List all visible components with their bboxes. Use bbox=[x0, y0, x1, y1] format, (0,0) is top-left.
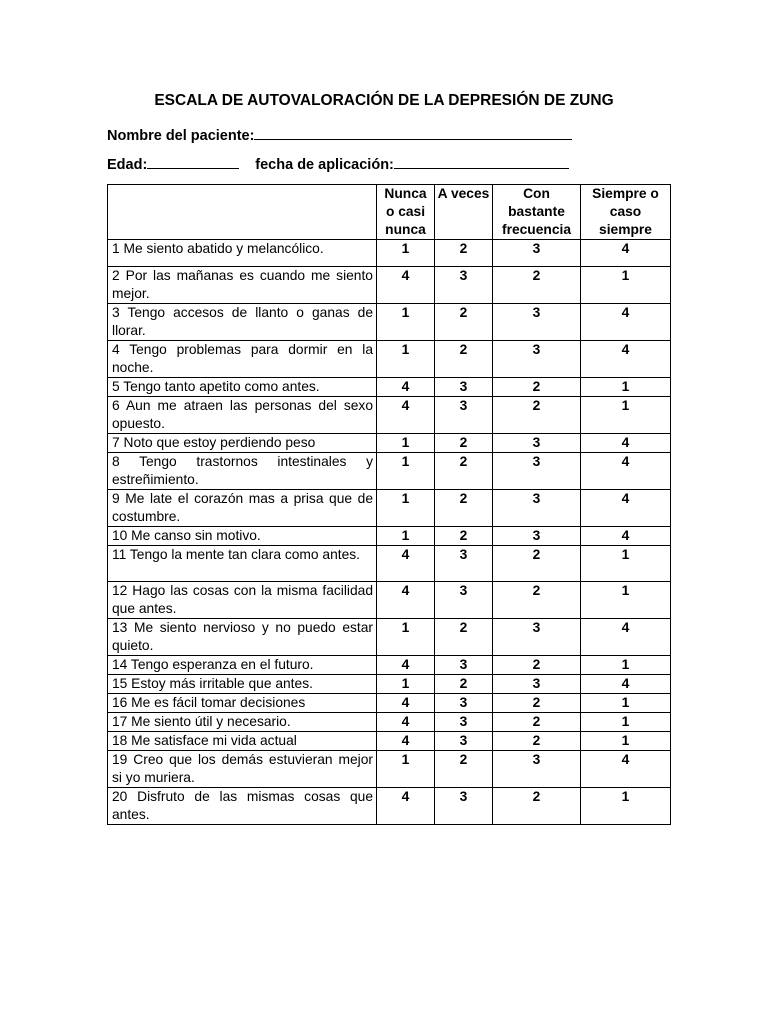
score-cell[interactable]: 2 bbox=[493, 378, 581, 397]
item-text: 16 Me es fácil tomar decisiones bbox=[108, 694, 377, 713]
item-text: 18 Me satisface mi vida actual bbox=[108, 732, 377, 751]
document-title: ESCALA DE AUTOVALORACIÓN DE LA DEPRESIÓN DE ZUNG bbox=[154, 92, 614, 109]
score-cell[interactable]: 1 bbox=[377, 304, 435, 341]
score-cell[interactable]: 2 bbox=[493, 694, 581, 713]
score-cell[interactable]: 1 bbox=[581, 378, 671, 397]
score-cell[interactable]: 3 bbox=[435, 656, 493, 675]
item-text: 15 Estoy más irritable que antes. bbox=[108, 675, 377, 694]
score-cell[interactable]: 4 bbox=[377, 582, 435, 619]
table-row bbox=[108, 527, 671, 546]
score-cell[interactable]: 2 bbox=[435, 453, 493, 490]
score-cell[interactable]: 4 bbox=[377, 397, 435, 434]
score-cell[interactable]: 2 bbox=[435, 675, 493, 694]
item-text: 10 Me canso sin motivo. bbox=[108, 527, 377, 546]
score-cell[interactable]: 1 bbox=[581, 713, 671, 732]
score-cell[interactable]: 3 bbox=[435, 732, 493, 751]
age-blank[interactable] bbox=[147, 154, 239, 169]
score-cell[interactable]: 4 bbox=[581, 304, 671, 341]
score-cell[interactable]: 1 bbox=[581, 656, 671, 675]
score-cell[interactable]: 3 bbox=[435, 694, 493, 713]
score-cell[interactable]: 2 bbox=[493, 582, 581, 619]
score-cell[interactable]: 2 bbox=[435, 304, 493, 341]
score-cell[interactable]: 1 bbox=[581, 732, 671, 751]
score-cell[interactable]: 1 bbox=[581, 788, 671, 825]
score-cell[interactable]: 1 bbox=[581, 694, 671, 713]
table-row bbox=[108, 434, 671, 453]
score-cell[interactable]: 3 bbox=[493, 304, 581, 341]
header-item bbox=[108, 185, 377, 240]
score-cell[interactable]: 2 bbox=[493, 546, 581, 582]
score-cell[interactable]: 3 bbox=[493, 490, 581, 527]
score-cell[interactable]: 2 bbox=[493, 732, 581, 751]
table-row bbox=[108, 713, 671, 732]
score-cell[interactable]: 2 bbox=[493, 397, 581, 434]
table-row bbox=[108, 240, 671, 267]
table-row bbox=[108, 751, 671, 788]
score-cell[interactable]: 4 bbox=[581, 341, 671, 378]
score-cell[interactable]: 4 bbox=[377, 713, 435, 732]
score-cell[interactable]: 2 bbox=[493, 788, 581, 825]
score-cell[interactable]: 4 bbox=[377, 378, 435, 397]
score-cell[interactable]: 1 bbox=[581, 546, 671, 582]
table-row bbox=[108, 675, 671, 694]
score-cell[interactable]: 1 bbox=[581, 397, 671, 434]
date-label: fecha de aplicación: bbox=[255, 157, 394, 173]
score-cell[interactable]: 4 bbox=[581, 751, 671, 788]
score-cell[interactable]: 1 bbox=[377, 434, 435, 453]
header-nunca: Nunca o casi nunca bbox=[377, 185, 435, 240]
score-cell[interactable]: 3 bbox=[435, 378, 493, 397]
item-text: 20 Disfruto de las mismas cosas que antes. bbox=[108, 788, 377, 825]
item-text: 14 Tengo esperanza en el futuro. bbox=[108, 656, 377, 675]
item-text: 13 Me siento nervioso y no puedo estar quieto. bbox=[108, 619, 377, 656]
table-row bbox=[108, 656, 671, 675]
score-cell[interactable]: 4 bbox=[377, 732, 435, 751]
score-cell[interactable]: 2 bbox=[435, 240, 493, 267]
score-cell[interactable]: 3 bbox=[493, 751, 581, 788]
item-text: 9 Me late el corazón mas a prisa que de costumbre. bbox=[108, 490, 377, 527]
table-header-row bbox=[108, 185, 671, 240]
score-cell[interactable]: 3 bbox=[435, 546, 493, 582]
score-cell[interactable]: 2 bbox=[493, 713, 581, 732]
score-cell[interactable]: 4 bbox=[377, 694, 435, 713]
score-cell[interactable]: 2 bbox=[493, 267, 581, 304]
table-row bbox=[108, 304, 671, 341]
score-cell[interactable]: 1 bbox=[581, 582, 671, 619]
score-cell[interactable]: 2 bbox=[435, 527, 493, 546]
table-row bbox=[108, 453, 671, 490]
date-blank[interactable] bbox=[394, 154, 569, 169]
score-cell[interactable]: 1 bbox=[377, 453, 435, 490]
score-cell[interactable]: 2 bbox=[493, 656, 581, 675]
item-text: 2 Por las mañanas es cuando me siento mejor. bbox=[108, 267, 377, 304]
zung-scale-table bbox=[107, 184, 671, 825]
score-cell[interactable]: 1 bbox=[377, 341, 435, 378]
score-cell[interactable]: 3 bbox=[493, 675, 581, 694]
score-cell[interactable]: 1 bbox=[377, 527, 435, 546]
score-cell[interactable]: 4 bbox=[581, 490, 671, 527]
score-cell[interactable]: 3 bbox=[435, 397, 493, 434]
score-cell[interactable]: 3 bbox=[493, 341, 581, 378]
score-cell[interactable]: 1 bbox=[377, 619, 435, 656]
score-cell[interactable]: 2 bbox=[435, 751, 493, 788]
table-row bbox=[108, 694, 671, 713]
score-cell[interactable]: 4 bbox=[377, 546, 435, 582]
item-text: 19 Creo que los demás estuvieran mejor si yo muriera. bbox=[108, 751, 377, 788]
score-cell[interactable]: 3 bbox=[493, 434, 581, 453]
table-row bbox=[108, 619, 671, 656]
score-cell[interactable]: 3 bbox=[435, 713, 493, 732]
score-cell[interactable]: 1 bbox=[581, 267, 671, 304]
item-text: 12 Hago las cosas con la misma facilidad que antes. bbox=[108, 582, 377, 619]
score-cell[interactable]: 1 bbox=[377, 751, 435, 788]
item-text: 8 Tengo trastornos intestinales y estreñimiento. bbox=[108, 453, 377, 490]
table-row bbox=[108, 378, 671, 397]
score-cell[interactable]: 4 bbox=[377, 267, 435, 304]
item-text: 6 Aun me atraen las personas del sexo opuesto. bbox=[108, 397, 377, 434]
score-cell[interactable]: 4 bbox=[581, 675, 671, 694]
item-text: 1 Me siento abatido y melancólico. bbox=[108, 240, 377, 267]
score-cell[interactable]: 2 bbox=[435, 490, 493, 527]
table-row bbox=[108, 267, 671, 304]
score-cell[interactable]: 2 bbox=[435, 341, 493, 378]
score-cell[interactable]: 4 bbox=[377, 656, 435, 675]
table-row bbox=[108, 582, 671, 619]
table-row bbox=[108, 397, 671, 434]
item-text: 3 Tengo accesos de llanto o ganas de llorar. bbox=[108, 304, 377, 341]
table-row bbox=[108, 490, 671, 527]
score-cell[interactable]: 4 bbox=[581, 619, 671, 656]
score-cell[interactable]: 1 bbox=[377, 240, 435, 267]
score-cell[interactable]: 3 bbox=[493, 453, 581, 490]
patient-name-blank[interactable] bbox=[254, 125, 572, 140]
score-cell[interactable]: 1 bbox=[377, 675, 435, 694]
table-row bbox=[108, 788, 671, 825]
score-cell[interactable]: 3 bbox=[493, 527, 581, 546]
item-text: 11 Tengo la mente tan clara como antes. bbox=[108, 546, 377, 582]
score-cell[interactable]: 2 bbox=[435, 434, 493, 453]
score-cell[interactable]: 2 bbox=[435, 619, 493, 656]
header-con-bastante-frecuencia: Con bastante frecuencia bbox=[493, 185, 581, 240]
item-text: 5 Tengo tanto apetito como antes. bbox=[108, 378, 377, 397]
score-cell[interactable]: 3 bbox=[435, 582, 493, 619]
score-cell[interactable]: 4 bbox=[581, 527, 671, 546]
item-text: 4 Tengo problemas para dormir en la noche. bbox=[108, 341, 377, 378]
patient-name-line bbox=[107, 125, 572, 144]
score-cell[interactable]: 4 bbox=[581, 453, 671, 490]
header-siempre: Siempre o caso siempre bbox=[581, 185, 671, 240]
age-label: Edad: bbox=[107, 157, 148, 173]
score-cell[interactable]: 3 bbox=[435, 788, 493, 825]
score-cell[interactable]: 4 bbox=[377, 788, 435, 825]
table-body bbox=[108, 240, 671, 825]
table-row bbox=[108, 546, 671, 582]
table-row bbox=[108, 732, 671, 751]
score-cell[interactable]: 1 bbox=[377, 490, 435, 527]
score-cell[interactable]: 4 bbox=[581, 434, 671, 453]
patient-name-label: Nombre del paciente: bbox=[107, 128, 255, 144]
header-a-veces: A veces bbox=[435, 185, 493, 240]
score-cell[interactable]: 3 bbox=[493, 619, 581, 656]
score-cell[interactable]: 3 bbox=[435, 267, 493, 304]
age-date-line bbox=[107, 154, 569, 173]
item-text: 7 Noto que estoy perdiendo peso bbox=[108, 434, 377, 453]
score-cell[interactable]: 3 bbox=[493, 240, 581, 267]
score-cell[interactable]: 4 bbox=[581, 240, 671, 267]
table-row bbox=[108, 341, 671, 378]
item-text: 17 Me siento útil y necesario. bbox=[108, 713, 377, 732]
